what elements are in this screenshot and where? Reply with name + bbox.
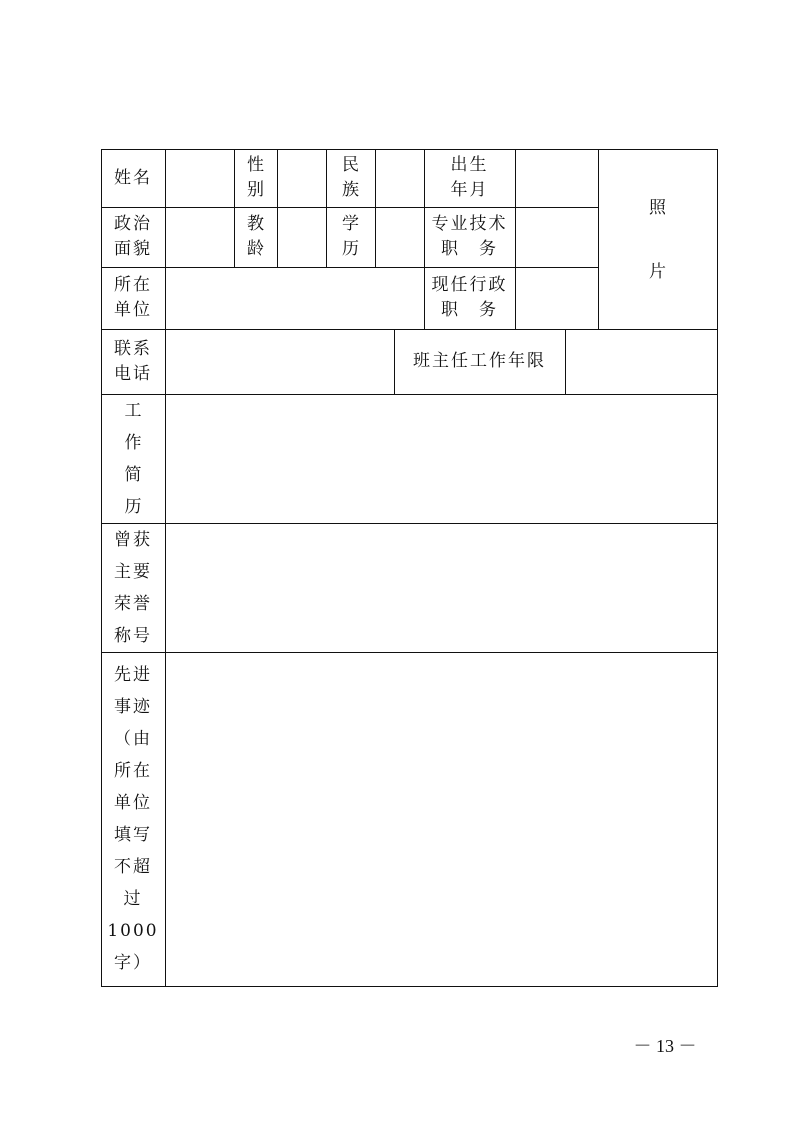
head-teacher-years-label: 班主任工作年限 [413, 351, 546, 371]
work-resume-label: 工 作 简 历 [124, 400, 142, 517]
political-status-value-cell[interactable] [166, 208, 234, 267]
advanced-deeds-value-area[interactable] [166, 653, 717, 986]
birth-date-value-cell[interactable] [516, 150, 598, 207]
phone-value-cell[interactable] [166, 330, 394, 394]
photo-box[interactable] [598, 176, 717, 304]
work-unit-value-cell[interactable] [166, 268, 424, 329]
teaching-years-label: 教 龄 [247, 214, 264, 259]
table-border-right [717, 149, 718, 987]
honors-label: 曾获 主要 荣誉 称号 [114, 529, 152, 646]
administrative-position-value-cell[interactable] [516, 268, 598, 329]
birth-date-label: 出生 年月 [450, 155, 489, 200]
phone-label: 联系 电话 [114, 338, 152, 384]
ethnicity-label: 民 族 [342, 155, 359, 200]
honors-value-area[interactable] [166, 524, 717, 652]
head-teacher-years-value-cell[interactable] [566, 330, 717, 394]
ethnicity-value-cell[interactable] [376, 150, 424, 207]
name-value-cell[interactable] [166, 150, 234, 207]
education-value-cell[interactable] [376, 208, 424, 267]
work-resume-value-area[interactable] [166, 395, 717, 523]
page-number: － 13 － [633, 1036, 697, 1056]
photo-label-line-1: 照 [649, 198, 666, 218]
teaching-years-value-cell[interactable] [278, 208, 326, 267]
photo-label-line-2: 片 [649, 262, 666, 282]
professional-title-value-cell[interactable] [516, 208, 598, 267]
gender-label: 性 别 [247, 155, 264, 200]
political-status-label: 政治 面貌 [114, 214, 152, 259]
table-border-bottom [101, 986, 718, 987]
gender-value-cell[interactable] [278, 150, 326, 207]
advanced-deeds-label: 先进 事迹 （由 所在 单位 填写 不超 过 1000 字） [107, 665, 159, 973]
professional-title-label: 专业技术 职 务 [431, 214, 508, 259]
education-label: 学 历 [342, 214, 359, 259]
administrative-position-label: 现任行政 职 务 [431, 275, 508, 320]
name-label: 姓名 [114, 167, 152, 188]
work-unit-label: 所在 单位 [114, 275, 152, 320]
